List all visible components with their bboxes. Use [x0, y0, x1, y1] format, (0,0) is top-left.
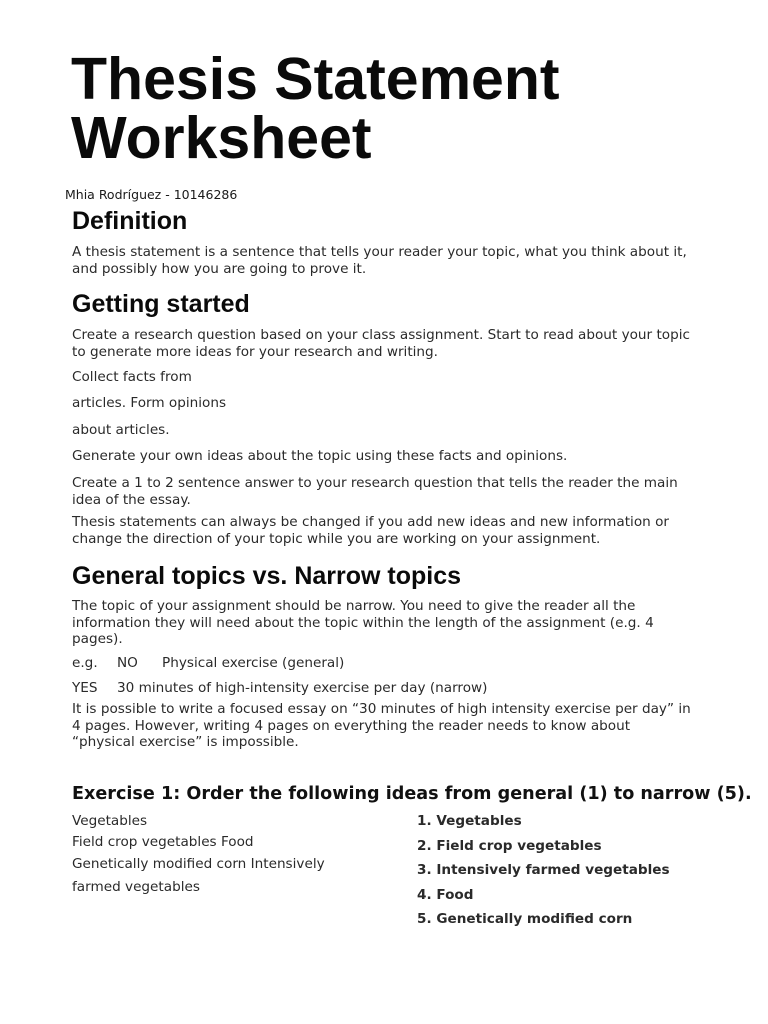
answer-item: 5. Genetically modified corn [417, 911, 633, 927]
yes-label: YES [72, 680, 98, 696]
example-yes-row [72, 680, 692, 697]
getting-started-p5: Generate your own ideas about the topic using these facts and opinions. [72, 448, 568, 464]
getting-started-p3: articles. Form opinions [72, 395, 227, 411]
getting-started-p7: Thesis statements can always be changed if you add new ideas and new information or change the direction of your topic while you are working on your assignment. [72, 514, 669, 547]
page-title [71, 46, 560, 171]
definition-text: A thesis statement is a sentence that tells your reader your topic, what you think about it, and possibly how you are going to prove it. [72, 244, 687, 277]
yes-text: 30 minutes of high-intensity exercise per day (narrow) [117, 680, 488, 696]
getting-started-p1: Create a research question based on your class assignment. Start to read about your topic to generate more ideas for your research and writing. [72, 327, 690, 360]
title-line-2: Worksheet [71, 105, 372, 171]
general-narrow-heading: General topics vs. Narrow topics [72, 562, 462, 590]
title-line-1: Thesis Statement [71, 46, 560, 112]
answer-item: 3. Intensively farmed vegetables [417, 862, 670, 878]
answer-item: 4. Food [417, 886, 474, 903]
definition-heading: Definition [72, 207, 188, 235]
exercise-1-heading: Exercise 1: Order the following ideas from general (1) to narrow (5). [72, 784, 752, 804]
eg-label: e.g. [72, 655, 98, 671]
left-line: Genetically modified corn Intensively [72, 856, 325, 872]
getting-started-p2: Collect facts from [72, 369, 192, 385]
answer-item: 1. Vegetables [417, 813, 522, 829]
example-no-row [72, 655, 692, 672]
exercise-1-left-list [72, 813, 325, 895]
exercise-1-answer-list [417, 813, 670, 927]
getting-started-p4: about articles. [72, 422, 170, 438]
general-narrow-p2: It is possible to write a focused essay on “30 minutes of high intensity exercise per day” in 4 pages. However, writing 4 pages on everything the reader needs to know about “physical exercise” is impossible. [72, 701, 691, 750]
answer-item: 2. Field crop vegetables [417, 837, 602, 854]
left-line: farmed vegetables [72, 879, 200, 895]
author-line: Mhia Rodríguez - 10146286 [65, 187, 238, 202]
getting-started-heading: Getting started [72, 290, 250, 318]
left-line: Vegetables [72, 813, 148, 829]
no-label: NO [117, 655, 138, 671]
getting-started-p6: Create a 1 to 2 sentence answer to your research question that tells the reader the main idea of the essay. [72, 475, 678, 508]
no-text: Physical exercise (general) [162, 655, 345, 671]
general-narrow-p1: The topic of your assignment should be narrow. You need to give the reader all the information they will need about the topic within the length of the assignment (e.g. 4 pages). [72, 598, 654, 647]
left-line: Field crop vegetables Food [72, 834, 254, 850]
